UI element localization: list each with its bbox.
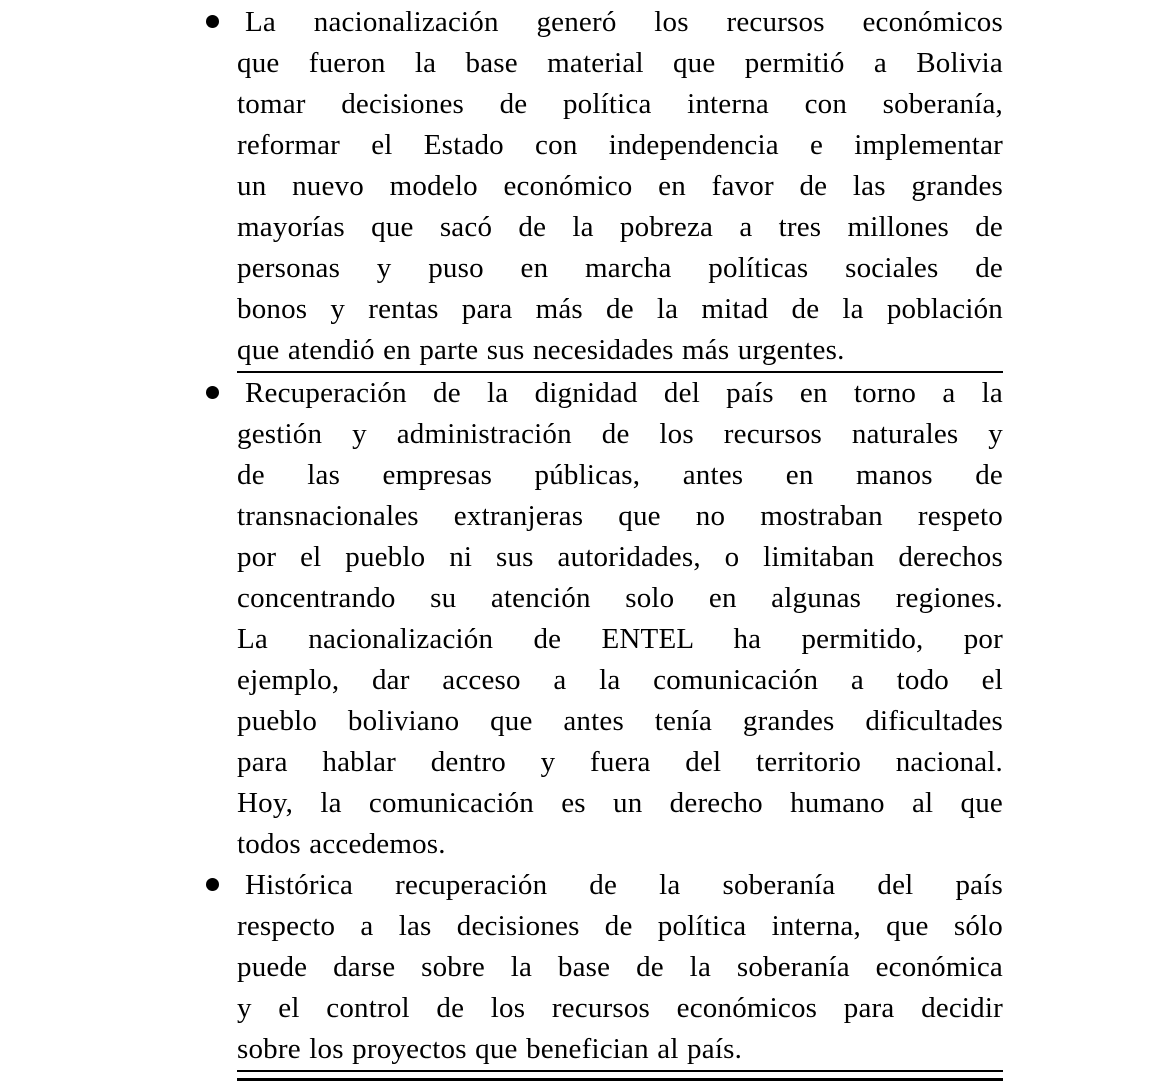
text-line: un nuevo modelo económico en favor de las grandes <box>237 170 1003 202</box>
text-line: Hoy, la comunicación es un derecho humano al que <box>237 787 1003 819</box>
text-line: Histórica recuperación de la soberanía del país <box>245 869 1003 901</box>
text-line: tomar decisiones de política interna con soberanía, <box>237 88 1003 120</box>
text-line: por el pueblo ni sus autoridades, o limitaban derechos <box>237 541 1003 573</box>
text-line: y el control de los recursos económicos para decidir <box>237 992 1003 1024</box>
text-line: todos accedemos. <box>237 828 446 860</box>
text-line: ejemplo, dar acceso a la comunicación a todo el <box>237 664 1003 696</box>
text-line: personas y puso en marcha políticas sociales de <box>237 252 1003 284</box>
bullet-text <box>237 2 1003 373</box>
bullet-icon <box>206 15 219 28</box>
bullet-text <box>237 865 1003 1072</box>
bullet-item <box>237 373 1003 865</box>
text-line: bonos y rentas para más de la mitad de la población <box>237 293 1003 325</box>
text-line: para hablar dentro y fuera del territorio nacional. <box>237 746 1003 778</box>
text-line: puede darse sobre la base de la soberanía económica <box>237 951 1003 983</box>
text-line: respecto a las decisiones de política interna, que sólo <box>237 910 1003 942</box>
bullet-list <box>237 2 1003 1072</box>
bullet-item <box>237 865 1003 1072</box>
text-line: que fueron la base material que permitió a Bolivia <box>237 47 1003 79</box>
text-line: de las empresas públicas, antes en manos de <box>237 459 1003 491</box>
bullet-text <box>237 373 1003 865</box>
text-line: sobre los proyectos que benefician al país. <box>237 1029 1003 1072</box>
text-line: Recuperación de la dignidad del país en torno a la <box>245 377 1003 409</box>
text-line: reformar el Estado con independencia e implementar <box>237 129 1003 161</box>
bullet-icon <box>206 386 219 399</box>
text-line: La nacionalización de ENTEL ha permitido, por <box>237 623 1003 655</box>
bullet-item <box>237 2 1003 373</box>
text-line: transnacionales extranjeras que no mostraban respeto <box>237 500 1003 532</box>
text-line: que atendió en parte sus necesidades más urgentes. <box>237 330 1003 373</box>
text-line: concentrando su atención solo en algunas regiones. <box>237 582 1003 614</box>
text-line: La nacionalización generó los recursos económicos <box>245 6 1003 38</box>
text-line: pueblo boliviano que antes tenía grandes dificultades <box>237 705 1003 737</box>
text-line: mayorías que sacó de la pobreza a tres millones de <box>237 211 1003 243</box>
bullet-icon <box>206 878 219 891</box>
text-line: gestión y administración de los recursos naturales y <box>237 418 1003 450</box>
